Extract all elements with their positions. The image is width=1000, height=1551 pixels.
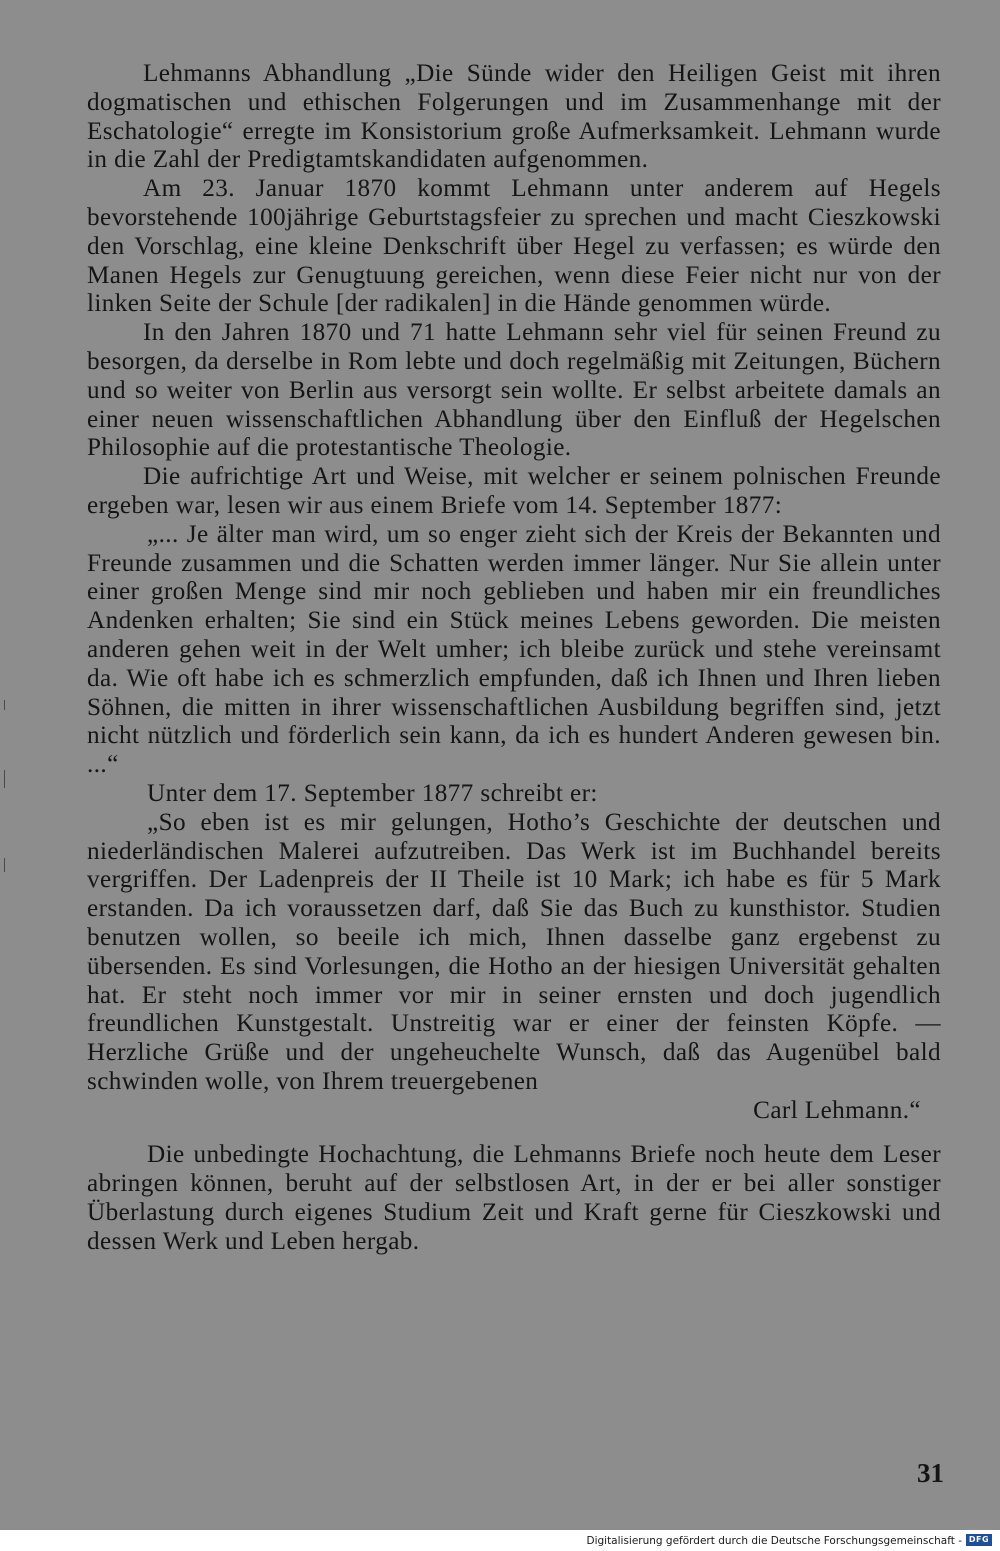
scan-artifact-line	[4, 858, 5, 872]
paragraph: Am 23. Januar 1870 kommt Lehmann unter anderem auf Hegels bevorstehende 100jährige Geburtstagsfeier zu sprechen und macht Cieszkowski den Vorschlag, eine kleine Denkschrift über Hegel zu verfassen; es würde den Manen Hegels zur Genugtuung gereichen, wenn diese Feier nicht nur von der linken Seite der Schule [der radikalen] in die Hände genommen würde.	[87, 175, 941, 318]
scan-artifact-line	[4, 700, 5, 710]
closing-paragraph: Die unbedingte Hochachtung, die Lehmanns Briefe noch heute dem Leser abringen können, beruht auf der selbstlosen Art, in der er bei aller sonstiger Überlastung durch eigenes Studium Zeit und Kraft gerne für Cieszkowski und dessen Werk und Leben hergab.	[87, 1141, 941, 1255]
paragraph: Die aufrichtige Art und Weise, mit welcher er seinem polnischen Freunde ergeben war, lesen wir aus einem Briefe vom 14. September 1877:	[87, 463, 941, 519]
letter-quote: „So eben ist es mir gelungen, Hotho’s Geschichte der deutschen und niederländischen Malerei aufzutreiben. Das Werk ist im Buchhandel bereits vergriffen. Der Ladenpreis der II Theile ist 10 Mark; ich habe es für 5 Mark erstanden. Da ich voraussetzen darf, daß Sie das Buch zu kunsthistor. Studien benutzen wollen, so beeile ich mich, Ihnen dasselbe ganz ergebenst zu übersenden. Es sind Vorlesungen, die Hotho an der hiesigen Universität gehalten hat. Er steht noch immer vor mir in seiner ernsten und doch jugendlich freundlichen Kunstgestalt. Unstreitig war er einer der feinsten Köpfe. — Herzliche Grüße und der ungeheuchelte Wunsch, daß das Augenübel bald schwinden wolle, von Ihrem treuergebenen	[87, 808, 941, 1095]
letter-signature: Carl Lehmann.“	[753, 1096, 921, 1124]
body-text	[87, 60, 941, 1257]
paragraph: In den Jahren 1870 und 71 hatte Lehmann sehr viel für seinen Freund zu besorgen, da derselbe in Rom lebte und doch regelmäßig mit Zeitungen, Büchern und so weiter von Berlin aus versorgt sein wollte. Er selbst arbeitete damals an einer neuen wissenschaftlichen Abhandlung über den Einfluß der Hegelschen Philosophie auf die protestantische Theologie.	[87, 319, 941, 462]
dfg-logo-icon: DFG	[966, 1534, 992, 1546]
scan-artifact-line	[4, 770, 5, 788]
digitization-credit: Digitalisierung gefördert durch die Deutsche Forschungsgemeinschaft -	[586, 1535, 962, 1547]
paragraph: Lehmanns Abhandlung „Die Sünde wider den Heiligen Geist mit ihren dogmatischen und ethischen Folgerungen und im Zusammenhange mit der Eschatologie“ erregte im Konsistorium große Aufmerksamkeit. Lehmann wurde in die Zahl der Predigtamtskandidaten aufgenommen.	[87, 60, 941, 174]
letter-quote: „... Je älter man wird, um so enger zieht sich der Kreis der Bekannten und Freunde zusammen und die Schatten werden immer länger. Nur Sie allein unter einer großen Menge sind mir noch geblieben und haben mir ein freundliches Andenken erhalten; Sie sind ein Stück meines Lebens geworden. Die meisten anderen gehen weit in der Welt umher; ich bleibe zurück und stehe vereinsamt da. Wie oft habe ich es schmerzlich empfunden, daß ich Ihnen und Ihren lieben Söhnen, die mitten in ihrer wissenschaftlichen Ausbildung begriffen sind, jetzt nicht nützlich und förderlich sein kann, da ich es hundert Anderen gewesen bin. ...“	[87, 520, 941, 779]
paragraph: Unter dem 17. September 1877 schreibt er:	[147, 779, 598, 807]
page-number: 31	[917, 1458, 944, 1488]
